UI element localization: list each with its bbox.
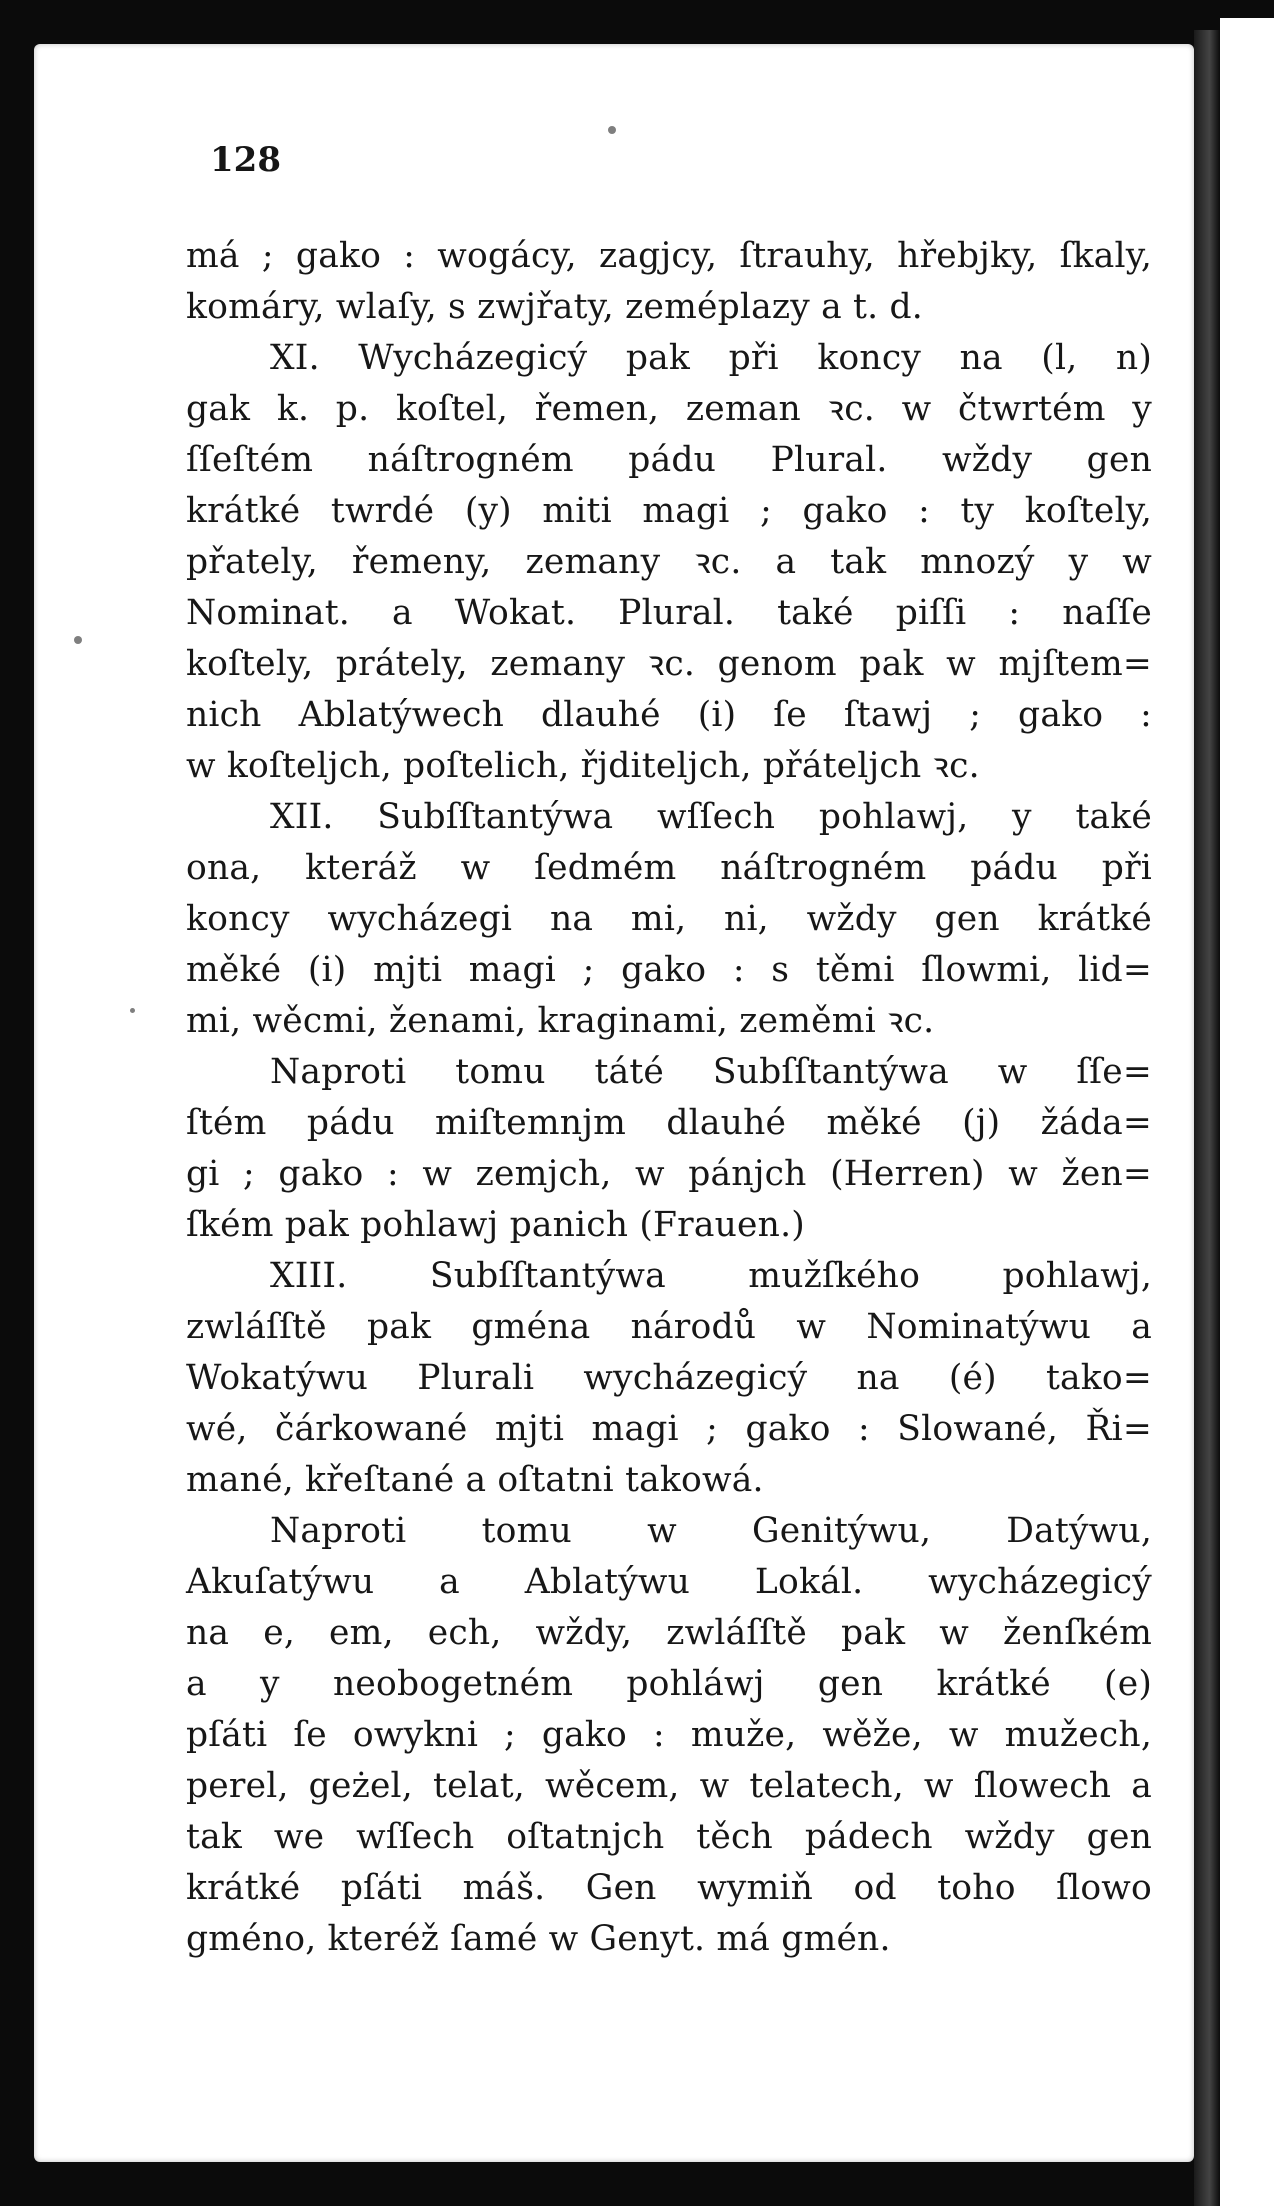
text-line: krátké pſáti máš. Gen wymiň od toho ſlowo	[186, 1868, 1152, 1908]
text-line: w koſteljch, poſtelich, řjditeljch, přáteljch ꝛc.	[186, 746, 980, 786]
text-line: ſſeſtém náſtrogném pádu Plural. wždy gen	[186, 440, 1152, 480]
text-line: ſtém pádu miſtemnjm dlauhé měké (j) žáda=	[186, 1103, 1152, 1143]
text-line: Naproti tomu w Genitýwu, Datýwu,	[270, 1511, 1152, 1551]
text-line: zwláſſtě pak gména národů w Nominatýwu a	[186, 1307, 1152, 1347]
page-number: 128	[210, 140, 281, 180]
text-line: mané, křeſtané a oſtatni takowá.	[186, 1460, 764, 1500]
page-edge-shadow	[1194, 30, 1220, 2206]
ink-speck	[130, 1008, 135, 1013]
text-line: ona, kteráž w ſedmém náſtrogném pádu při	[186, 848, 1152, 888]
text-line: XII. Subſſtantýwa wſſech pohlawj, y také	[270, 797, 1152, 837]
text-line: gak k. p. koſtel, řemen, zeman ꝛc. w čtwrtém y	[186, 389, 1152, 429]
text-line: gi ; gako : w zemjch, w pánjch (Herren) w žen=	[186, 1154, 1152, 1194]
text-line: ſkém pak pohlawj panich (Frauen.)	[186, 1205, 805, 1245]
text-line: Nominat. a Wokat. Plural. také piſſi : naſſe	[186, 593, 1152, 633]
text-line: perel, geżel, telat, wěcem, w telatech, w ſlowech a	[186, 1766, 1152, 1806]
text-line: koncy wycházegi na mi, ni, wždy gen krátké	[186, 899, 1152, 939]
text-line: má ; gako : wogácy, zagjcy, ſtrauhy, hřebjky, ſkaly,	[186, 236, 1152, 276]
text-line: krátké twrdé (y) miti magi ; gako : ty koſtely,	[186, 491, 1152, 531]
text-line: komáry, wlaſy, s zwjřaty, zeméplazy a t. d.	[186, 287, 923, 327]
text-line: nich Ablatýwech dlauhé (i) ſe ſtawj ; gako :	[186, 695, 1152, 735]
next-page-margin	[1220, 18, 1274, 2206]
text-line: wé, čárkowané mjti magi ; gako : Slowané, Ři=	[186, 1409, 1152, 1449]
text-line: mi, wěcmi, ženami, kraginami, zeměmi ꝛc.	[186, 1001, 935, 1041]
text-line: koſtely, prátely, zemany ꝛc. genom pak w mjſtem=	[186, 644, 1152, 684]
text-line: měké (i) mjti magi ; gako : s těmi ſlowmi, lid=	[186, 950, 1152, 990]
text-line: Naproti tomu táté Subſſtantýwa w ſſe=	[270, 1052, 1152, 1092]
text-line: na e, em, ech, wždy, zwláſſtě pak w ženſkém	[186, 1613, 1152, 1653]
text-line: XIII. Subſſtantýwa mužſkého pohlawj,	[270, 1256, 1152, 1296]
text-line: Wokatýwu Plurali wycházegicý na (é) tako=	[186, 1358, 1152, 1398]
text-line: a y neobogetném pohláwj gen krátké (e)	[186, 1664, 1152, 1704]
text-line: XI. Wycházegicý pak při koncy na (l, n)	[270, 338, 1152, 378]
ink-speck	[608, 126, 616, 134]
body-text	[186, 230, 1152, 1980]
text-line: tak we wſſech oſtatnjch těch pádech wždy gen	[186, 1817, 1152, 1857]
text-line: přately, řemeny, zemany ꝛc. a tak mnozý y w	[186, 542, 1152, 582]
text-line: gméno, kteréž ſamé w Genyt. má gmén.	[186, 1919, 891, 1959]
text-line: Akuſatýwu a Ablatýwu Lokál. wycházegicý	[186, 1562, 1152, 1602]
text-line: pſáti ſe owykni ; gako : muže, wěže, w mužech,	[186, 1715, 1152, 1755]
ink-speck	[74, 636, 82, 644]
